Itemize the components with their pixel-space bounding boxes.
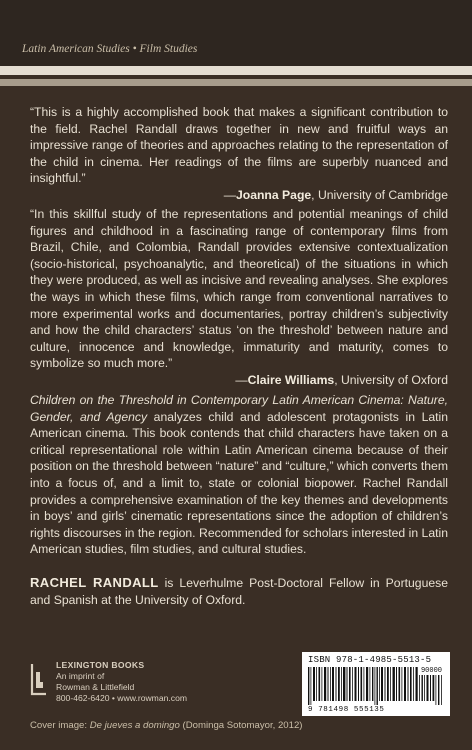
publisher-block xyxy=(30,660,230,710)
quote-author: Claire Williams xyxy=(247,372,335,387)
isbn-number: ISBN 978-1-4985-5513-5 xyxy=(308,655,432,665)
description-body: analyzes child and adolescent protagonists in Latin American cinema. This book contends that child characters have taken on a critical representational role within Latin American cinema because of their position on the threshold between “nature” and “culture,” which converts them into a focus of, and a limit to, state or colonial biopower. Rachel Randall provides a comprehensive examination of the key themes and developments in boys’ and girls’ cinematic representations since the adoption of children’s rights discourses in the region. Recommended for scholars interested in Latin American studies, film studies, and cultural studies. xyxy=(30,409,449,557)
book-description xyxy=(30,392,448,558)
cover-image-credit xyxy=(30,720,303,731)
credit-label: Cover image: xyxy=(30,720,90,731)
header-band xyxy=(0,0,472,66)
quote-attribution xyxy=(30,372,448,389)
endorsement-quote-2 xyxy=(30,206,448,389)
credit-film-title: De jueves a domingo xyxy=(89,720,180,731)
quote-attribution xyxy=(30,187,448,204)
author-name: RACHEL RANDALL xyxy=(30,575,159,590)
quote-author: Joanna Page xyxy=(235,187,312,202)
attribution-dash: — xyxy=(223,187,236,202)
divider-stripe-dark xyxy=(0,79,472,86)
series-label: Latin American Studies • Film Studies xyxy=(22,43,198,55)
lexington-logo-icon xyxy=(30,662,48,696)
publisher-imprint: An imprint of xyxy=(56,671,105,681)
quote-text: “In this skillful study of the representations and potential meanings of child figures and childhood in a fascinating range of contemporary films from Brazil, Chile, and Colombia, Randall provides extensive contextualization (socio-historical, psychoanalytic, and theoretical) of the situations in which they were produced, as well as incisive and revealing analyses. She explores the ways in which these films, which range from conventional narratives to more experimental works and documentaries, portray children’s subjectivity and how the child characters’ status ‘on the threshold’ between nature and culture, innocence and knowledge, immaturity and maturity, comes to symbolize so much more.” xyxy=(30,207,448,371)
quote-affiliation: , University of Oxford xyxy=(334,372,448,387)
barcode-panel xyxy=(302,652,450,716)
price-code: 90000 xyxy=(420,667,442,675)
endorsement-quote-1 xyxy=(30,104,448,204)
bio-text: is Leverhulme Post-Doctoral Fellow in Portuguese and Spanish at the University of Oxford. xyxy=(30,576,448,607)
barcode-digits: 9 781498 555135 xyxy=(308,706,385,714)
publisher-name: LEXINGTON BOOKS xyxy=(56,660,145,670)
attribution-dash: — xyxy=(235,372,248,387)
author-bio xyxy=(30,575,448,608)
book-title: Children on the Threshold in Contemporary Latin American Cinema: Nature, Gender, and Agency xyxy=(30,393,448,424)
publisher-parent: Rowman & Littlefield xyxy=(56,682,135,692)
credit-rest: (Dominga Sotomayor, 2012) xyxy=(179,720,303,731)
publisher-contact: 800-462-6420 • www.rowman.com xyxy=(56,693,188,703)
quote-affiliation: , University of Cambridge xyxy=(311,187,448,202)
quote-text: “This is a highly accomplished book that makes a significant contribution to the field. Rachel Randall draws together in new and fruitful ways an impressive range of theories and approaches relating to the representation of the child in cinema. Her readings of the films are superbly nuanced and insightful.” xyxy=(30,105,448,186)
divider-stripe-light xyxy=(0,66,472,75)
